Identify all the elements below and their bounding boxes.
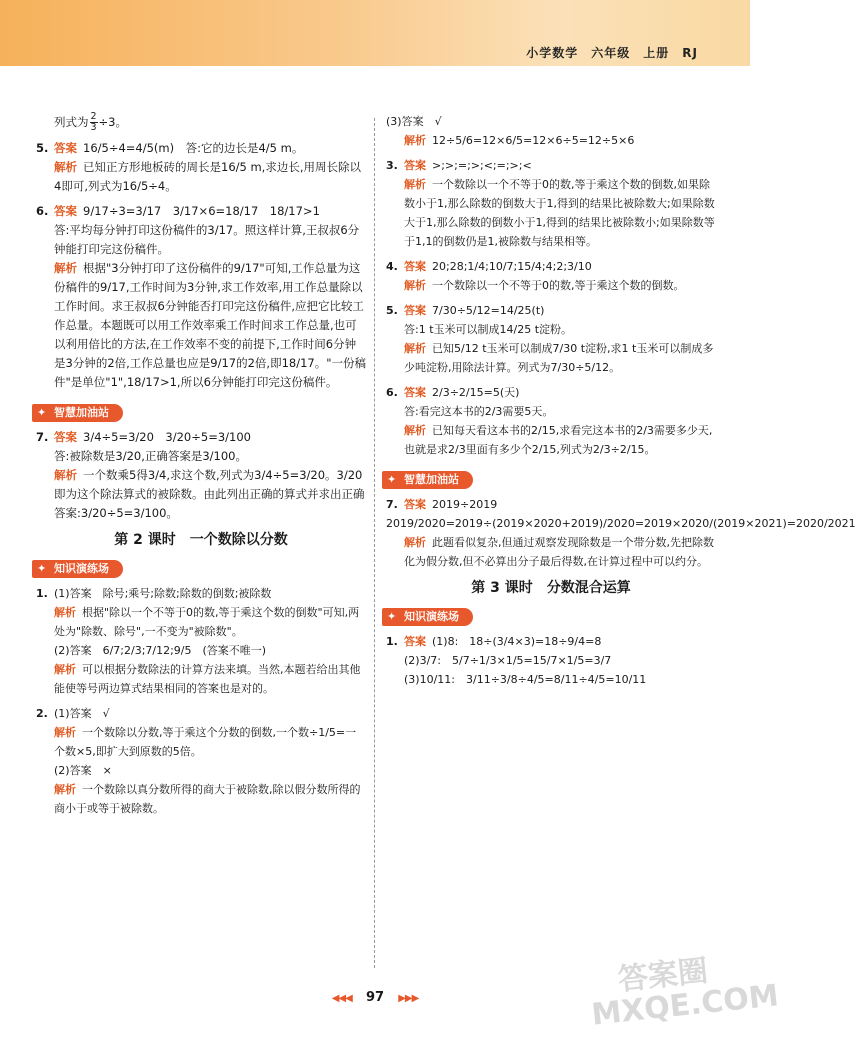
column-divider bbox=[374, 118, 376, 968]
practice-2 bbox=[36, 704, 366, 818]
section-banner-bonus: ✦ 智慧加油站 bbox=[382, 471, 473, 489]
analysis: 解析 一个数除以分数,等于乘这个分数的倒数,一个数÷1/5=一个数×5,即扩大到原数的5倍。 bbox=[54, 726, 357, 758]
answer-label: 答案 bbox=[404, 386, 426, 399]
question-number: 1. bbox=[36, 587, 48, 600]
question-number: 6. bbox=[386, 386, 398, 399]
question-number: 5. bbox=[386, 304, 398, 317]
analysis: 解析 此题看似复杂,但通过观察发现除数是一个带分数,先把除数化为假分数,但不必算出分子最后得数,在计算过程中可以约分。 bbox=[404, 536, 714, 568]
answer-text: 20;28;1/4;10/7;15/4;4;2;3/10 bbox=[432, 260, 592, 273]
watermark-logo: 答案圈 MXQE.COM bbox=[589, 953, 781, 1033]
analysis: 解析 一个数除以一个不等于0的数,等于乘这个数的倒数,如果除数小于1,那么除数的倒数大于1,得到的结果比被除数大;如果除数大于1,那么除数的倒数小于1,得到的结果比被除数小;如果除数等于1,1的倒数仍是1,被除数与结果相等。 bbox=[404, 178, 715, 248]
question-number: 6. bbox=[36, 204, 49, 218]
answer-label: 答案 bbox=[404, 498, 426, 511]
answer-text: (2)答案 × bbox=[54, 764, 112, 777]
line-continuation: 列式为 $\frac{2}{3}$ ÷3。 bbox=[54, 111, 127, 133]
section-banner-bonus: ✦ 智慧加油站 bbox=[32, 404, 123, 422]
analysis: 解析 已知每天看这本书的2/15,求看完这本书的2/3需要多少天,也就是求2/3里面有多少个2/15,列式为2/3÷2/15。 bbox=[404, 424, 713, 456]
section-banner-practice: ✦ 知识演练场 bbox=[382, 608, 473, 626]
answer-sentence: 答:被除数是3/20,正确答案是3/100。 bbox=[54, 449, 247, 463]
answer-text: (3)10/11: 3/11÷3/8÷4/5=8/11÷4/5=10/11 bbox=[404, 673, 647, 686]
answer-text: 7/30÷5/12=14/25(t) bbox=[432, 304, 545, 317]
right-arrows: ▶▶▶ bbox=[398, 993, 419, 1004]
practice-1 bbox=[386, 632, 716, 689]
answer-text: 3/4÷5=3/20 3/20÷5=3/100 bbox=[83, 430, 251, 444]
answer-label: 答案 bbox=[54, 141, 77, 155]
lesson-title: 第 3 课时 分数混合运算 bbox=[471, 580, 631, 596]
question-number: 1. bbox=[386, 635, 398, 648]
answer-label: 答案 bbox=[404, 260, 426, 273]
practice-1 bbox=[36, 584, 366, 698]
question-5 bbox=[386, 301, 716, 377]
question-number: 7. bbox=[386, 498, 398, 511]
right-column bbox=[386, 112, 856, 695]
question-2-3 bbox=[386, 112, 716, 150]
analysis: 解析 一个数除以真分数所得的商大于被除数,除以假分数所得的商小于或等于被除数。 bbox=[54, 783, 361, 815]
answer-label: 答案 bbox=[54, 430, 77, 444]
page-number: 97 bbox=[365, 990, 385, 1005]
question-5 bbox=[36, 139, 366, 196]
question-6 bbox=[36, 202, 366, 392]
answer-label: 答案 bbox=[54, 204, 77, 218]
answer-text: (1)答案 √ bbox=[54, 707, 110, 720]
question-number: 3. bbox=[386, 159, 398, 172]
question-7 bbox=[386, 495, 856, 571]
analysis: 解析 可以根据分数除法的计算方法来填。当然,本题若给出其他能使等号两边算式结果相同的答案也是对的。 bbox=[54, 663, 361, 695]
analysis: 解析 根据"除以一个不等于0的数,等于乘这个数的倒数"可知,两处为"除数、除号",一不变为"被除数"。 bbox=[54, 606, 360, 638]
answer-sentence: 答:平均每分钟打印这份稿件的3/17。照这样计算,王叔叔6分钟能打印完这份稿件。 bbox=[54, 223, 360, 256]
page-header bbox=[0, 0, 750, 66]
answer-text: (1)8: 18÷(3/4×3)=18÷9/4=8 bbox=[432, 635, 602, 648]
answer-text: 9/17÷3=3/17 3/17×6=18/17 18/17>1 bbox=[83, 204, 320, 218]
answer-text: (2)3/7: 5/7÷1/3×1/5=15/7×1/5=3/7 bbox=[404, 654, 612, 667]
analysis: 解析 一个数乘5得3/4,求这个数,列式为3/4÷5=3/20。3/20即为这个除法算式的被除数。由此列出正确的算式并求出正确答案:3/20÷5=3/100。 bbox=[54, 468, 365, 520]
answer-text: >;>;=;>;<;=;>;< bbox=[432, 159, 532, 172]
answer-text: 2/3÷2/15=5(天) bbox=[432, 386, 520, 399]
question-number: 2. bbox=[36, 707, 48, 720]
answer-text: 16/5÷4=4/5(m) 答:它的边长是4/5 m。 bbox=[83, 141, 304, 155]
left-arrows: ◀◀◀ bbox=[331, 993, 352, 1004]
analysis: 解析 12÷5/6=12×6/5=12×6÷5=12÷5×6 bbox=[404, 134, 635, 147]
question-3 bbox=[386, 156, 716, 251]
answer-sentence: 答:1 t玉米可以制成14/25 t淀粉。 bbox=[404, 323, 573, 336]
question-number: 4. bbox=[386, 260, 398, 273]
analysis: 解析 已知正方形地板砖的周长是16/5 m,求边长,用周长除以4即可,列式为16/5÷4。 bbox=[54, 160, 361, 193]
answer-text: (3)答案 √ bbox=[386, 115, 442, 128]
question-7 bbox=[36, 428, 366, 523]
lesson-title: 第 2 课时 一个数除以分数 bbox=[114, 532, 288, 548]
answer-text: (1)答案 除号;乘号;除数;除数的倒数;被除数 bbox=[54, 587, 272, 600]
fraction: $\frac{2}{3}$ bbox=[90, 111, 97, 133]
analysis: 解析 根据"3分钟打印了这份稿件的9/17"可知,工作总量为这份稿件的9/17,工作时间为3分钟,求工作效率,用工作总量除以工作时间。求王叔叔6分钟能否打印完这份稿件,应把它比较工作总量。本题既可以用工作效率乘工作时间求工作总量,也可以利用倍比的方法,在工作效率不变的前提下,工作时间6分钟是3分钟的2倍,工作总量也应是9/17的2倍,即18/17。"一份稿件"是单位"1",18/17>1,所以6分钟能打印完这份稿件。 bbox=[54, 261, 367, 389]
section-banner-practice: ✦ 知识演练场 bbox=[32, 560, 123, 578]
left-column bbox=[36, 112, 366, 824]
answer-label: 答案 bbox=[404, 304, 426, 317]
answer-label: 答案 bbox=[404, 635, 426, 648]
analysis: 解析 已知5/12 t玉米可以制成7/30 t淀粉,求1 t玉米可以制成多少吨淀粉,用除法计算。列式为7/30÷5/12。 bbox=[404, 342, 714, 374]
answer-label: 答案 bbox=[404, 159, 426, 172]
answer-text: 2019÷2019 2019/2020=2019÷(2019×2020+2019)/2020=2019×2020/(2019×2021)=2020/2021 bbox=[386, 498, 856, 530]
question-4 bbox=[386, 257, 716, 295]
answer-sentence: 答:看完这本书的2/3需要5天。 bbox=[404, 405, 554, 418]
question-6 bbox=[386, 383, 716, 459]
analysis: 解析 一个数除以一个不等于0的数,等于乘这个数的倒数。 bbox=[404, 279, 685, 292]
question-number: 7. bbox=[36, 430, 49, 444]
answer-text: (2)答案 6/7;2/3;7/12;9/5 (答案不唯一) bbox=[54, 644, 267, 657]
question-number: 5. bbox=[36, 141, 49, 155]
book-title: 小学数学 六年级 上册 RJ bbox=[526, 46, 698, 60]
